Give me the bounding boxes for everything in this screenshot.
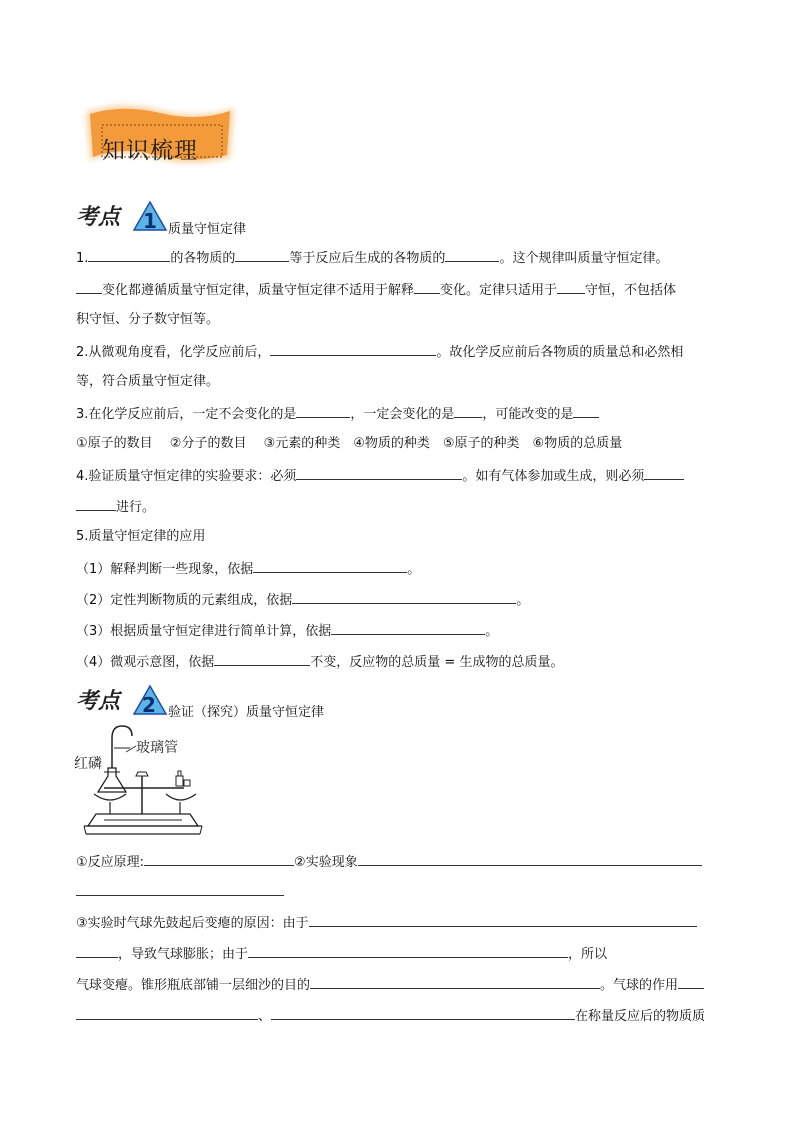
line-7-options: ①原子的数目 ②分子的数目 ③元素的种类 ④物质的种类 ⑤原子的种类 ⑥物质的总质量 (76, 436, 623, 451)
kaodian-2-badge-icon (76, 684, 168, 716)
line-3: 积守恒、分子数守恒等。 (76, 312, 220, 327)
svg-text:考点: 考点 (76, 689, 121, 714)
line-5: 等，符合质量守恒定律。 (76, 374, 220, 389)
kaodian-1-badge-icon (76, 200, 168, 232)
blank[interactable] (214, 652, 310, 666)
line-12: （2）定性判断物质的元素组成，依据 。 (76, 590, 529, 610)
blank[interactable] (235, 248, 289, 262)
line-14: （4）微观示意图，依据 不变，反应物的总质量 = 生成物的总质量。 (76, 652, 563, 672)
line-2: 变化都遵循质量守恒定律，质量守恒定律不适用于解释 变化。定律只适用于 守恒，不包括体 (76, 280, 676, 300)
blank[interactable] (414, 280, 440, 294)
q-line-5: 气球变瘪。锥形瓶底部铺一层细沙的目的 。气球的作用 (76, 975, 704, 995)
blank[interactable] (144, 852, 294, 866)
line-10: 5.质量守恒定律的应用 (76, 529, 206, 544)
blank[interactable] (557, 280, 585, 294)
blank[interactable] (253, 559, 407, 573)
blank[interactable] (292, 590, 516, 604)
blank[interactable] (76, 882, 284, 896)
q-line-6: 、 在称量反应后的物质质 (76, 1006, 705, 1026)
blank[interactable] (310, 975, 600, 989)
blank[interactable] (331, 621, 485, 635)
blank[interactable] (454, 404, 482, 418)
balance-apparatus-figure (74, 724, 204, 839)
blank[interactable] (248, 944, 568, 958)
blank[interactable] (678, 975, 704, 989)
blank[interactable] (358, 852, 702, 866)
line-9: 进行。 (76, 497, 155, 517)
line-8: 4.验证质量守恒定律的实验要求：必须 。如有气体参加或生成，则必须 (76, 466, 684, 486)
blank[interactable] (88, 248, 170, 262)
label-glass-tube: 玻璃管 (136, 740, 178, 756)
line-1: 1. 的各物质的 等于反应后生成的各物质的 。这个规律叫质量守恒定律。 (76, 248, 668, 268)
line-11: （1）解释判断一些现象，依据 。 (76, 559, 420, 579)
blank[interactable] (76, 280, 102, 294)
q-line-1: ①反应原理: ②实验现象 (76, 852, 702, 872)
q-line-2 (76, 882, 284, 902)
line-4: 2.从微观角度看，化学反应前后， 。故化学反应前后各物质的质量总和必然相 (76, 342, 683, 362)
svg-text:考点: 考点 (76, 205, 121, 230)
label-red-phosphorus: 红磷 (74, 756, 102, 772)
blank[interactable] (573, 404, 599, 418)
banner-title: 知识梳理 (102, 138, 198, 164)
blank[interactable] (76, 1006, 258, 1020)
kaodian-1-number: 1 (143, 209, 157, 232)
section-1-title: 质量守恒定律 (168, 222, 247, 237)
q-line-3: ③实验时气球先鼓起后变瘪的原因：由于 (76, 913, 697, 933)
blank[interactable] (445, 248, 499, 262)
blank[interactable] (271, 1006, 575, 1020)
blank[interactable] (270, 342, 436, 356)
q-line-4: ，导致气球膨胀；由于 ，所以 (76, 944, 607, 964)
line-13: （3）根据质量守恒定律进行简单计算，依据 。 (76, 621, 498, 641)
blank[interactable] (644, 466, 684, 480)
blank[interactable] (76, 497, 116, 511)
blank[interactable] (309, 913, 697, 927)
section-2-title: 验证（探究）质量守恒定律 (168, 705, 325, 720)
kaodian-2-number: 2 (142, 693, 156, 716)
blank[interactable] (296, 404, 350, 418)
blank[interactable] (296, 466, 462, 480)
line-6: 3.在化学反应前后，一定不会变化的是 ，一定会变化的是 ，可能改变的是 (76, 404, 599, 424)
blank[interactable] (76, 944, 118, 958)
